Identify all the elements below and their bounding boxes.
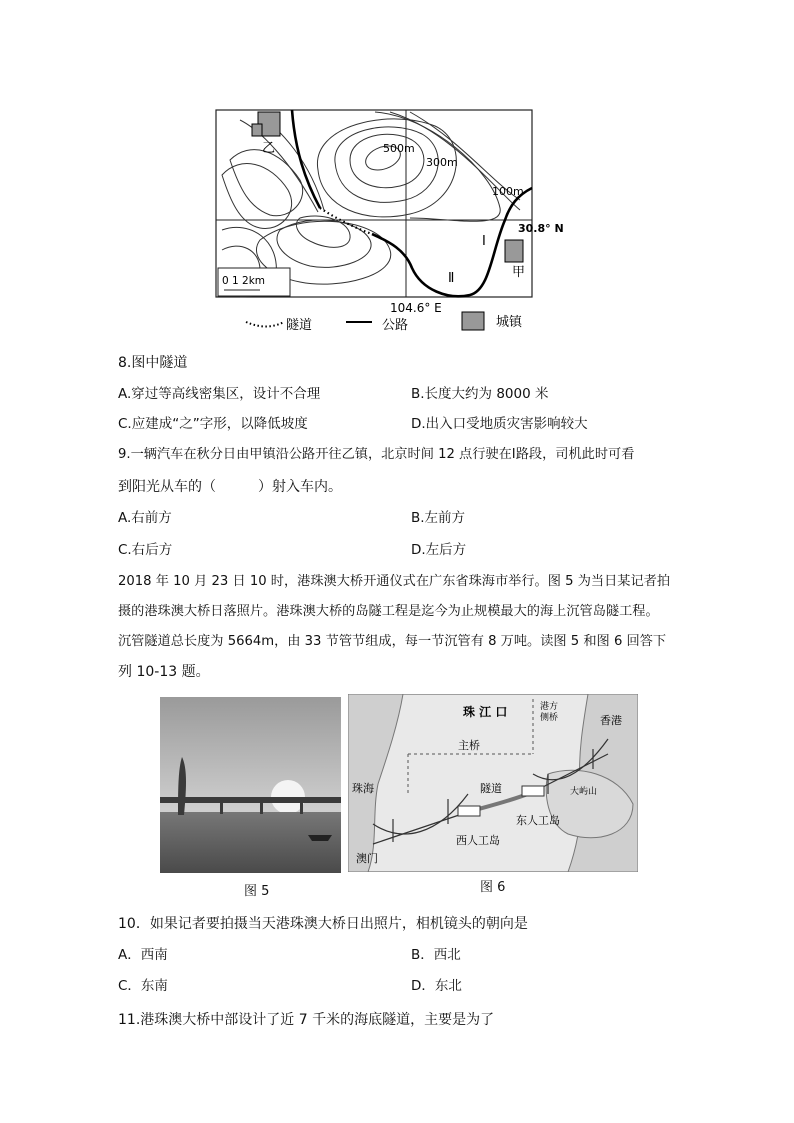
figure-6-bridge-diagram xyxy=(348,694,638,872)
figure-5-sunset-photo xyxy=(160,697,341,873)
fig6-macau-label: 澳门 xyxy=(356,852,378,865)
legend-town-label: 城镇 xyxy=(496,315,523,330)
q8-option-a: A.穿过等高线密集区，设计不合理 xyxy=(118,386,321,402)
q9-option-b: B.左前方 xyxy=(411,510,466,526)
q8-option-c: C.应建成“之”字形，以降低坡度 xyxy=(118,416,308,432)
fig6-main-bridge-label: 主桥 xyxy=(458,739,480,752)
q8-option-b: B.长度大约为 8000 米 xyxy=(411,386,549,402)
legend-town-symbol xyxy=(462,312,484,330)
boat-shape xyxy=(308,835,332,841)
passage-line1: 2018 年 10 月 23 日 10 时，港珠澳大桥开通仪式在广东省珠海市举行。图 5 为当日某记者拍 xyxy=(118,574,671,589)
passage-line3: 沉管隧道总长度为 5664m，由 33 节管节组成，每一节沉管有 8 万吨。读图 5 和图 6 回答下 xyxy=(118,634,667,649)
west-island-shape xyxy=(458,806,480,816)
q10-option-d: D．东北 xyxy=(411,978,462,994)
fig6-west-island-label: 西人工岛 xyxy=(456,834,500,847)
q8-option-d: D.出入口受地质灾害影响较大 xyxy=(411,416,588,432)
fig6-tunnel-label: 隧道 xyxy=(480,782,502,795)
q10-option-a: A．西南 xyxy=(118,947,168,963)
figure-6-caption: 图 6 xyxy=(480,880,506,895)
fig6-zhuhai-label: 珠海 xyxy=(352,782,374,795)
scale-label: 0 1 2km xyxy=(222,275,266,287)
contour-500-label: 500m xyxy=(383,142,415,155)
q9-stem-line2: 到阳光从车的（ ）射入车内。 xyxy=(118,479,342,495)
east-island-shape xyxy=(522,786,544,796)
town-jia-label: 甲 xyxy=(512,265,526,280)
topographic-map xyxy=(200,100,590,340)
fig6-side-bridge-label: 港方侧桥 xyxy=(540,702,559,723)
q10-stem: 10．如果记者要拍摄当天港珠澳大桥日出照片，相机镜头的朝向是 xyxy=(118,916,528,932)
section-2-label: Ⅱ xyxy=(448,271,455,286)
q8-stem: 8.图中隧道 xyxy=(118,355,188,371)
q10-option-b: B．西北 xyxy=(411,947,461,963)
fig6-dayushan-label: 大屿山 xyxy=(570,787,598,797)
q9-option-a: A.右前方 xyxy=(118,510,172,526)
contour-100-label: 100m xyxy=(492,185,524,198)
fig6-hongkong-label: 香港 xyxy=(600,714,622,727)
figure-5-caption: 图 5 xyxy=(244,884,270,899)
fig6-estuary-label: 珠 江 口 xyxy=(463,705,508,719)
legend-road-label: 公路 xyxy=(382,318,409,333)
section-1-label: Ⅰ xyxy=(482,234,486,249)
q9-stem-line1: 9.一辆汽车在秋分日由甲镇沿公路开往乙镇，北京时间 12 点行驶在Ⅰ路段，司机此时可看 xyxy=(118,447,635,462)
latitude-label: 30.8° N xyxy=(518,222,564,235)
town-yi-label: 乙 xyxy=(262,141,276,156)
q9-option-d: D.左后方 xyxy=(411,542,467,558)
q9-option-c: C.右后方 xyxy=(118,542,173,558)
passage-line2: 摄的港珠澳大桥日落照片。港珠澳大桥的岛隧工程是迄今为止规模最大的海上沉管岛隧工程。 xyxy=(118,604,659,619)
fig6-east-island-label: 东人工岛 xyxy=(516,814,560,827)
legend-tunnel-symbol xyxy=(246,322,284,327)
passage-line4: 列 10-13 题。 xyxy=(118,664,210,680)
legend-tunnel-label: 隧道 xyxy=(286,318,313,333)
q11-stem: 11.港珠澳大桥中部设计了近 7 千米的海底隧道，主要是为了 xyxy=(118,1012,495,1028)
town-jia-symbol xyxy=(505,240,523,262)
contour-300-label: 300m xyxy=(426,156,458,169)
town-yi-symbol-step xyxy=(252,124,262,136)
q10-option-c: C．东南 xyxy=(118,978,168,994)
longitude-label: 104.6° E xyxy=(390,301,442,315)
